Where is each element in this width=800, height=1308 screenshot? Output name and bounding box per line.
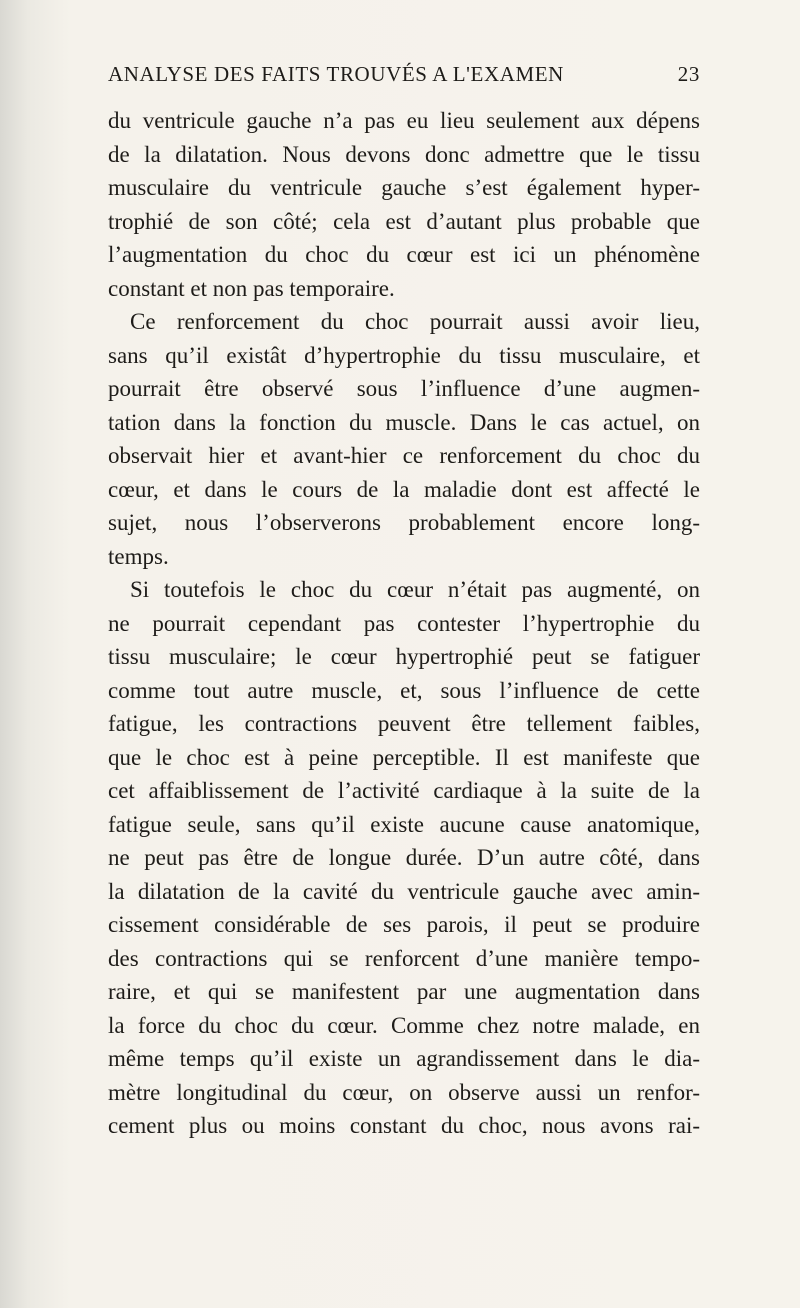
body-text bbox=[108, 104, 700, 1143]
text-line: du ventricule gauche n’a pas eu lieu seulement aux dépens bbox=[108, 108, 700, 133]
text-line: temps. bbox=[108, 543, 169, 569]
text-line: fatigue seule, sans qu’il existe aucune cause anatomique, bbox=[108, 811, 700, 837]
text-line: constant et non pas temporaire. bbox=[108, 275, 395, 301]
text-line: musculaire du ventricule gauche s’est également hyper- bbox=[108, 175, 700, 200]
text-line: tation dans la fonction du muscle. Dans le cas actuel, on bbox=[108, 409, 700, 435]
text-line: fatigue, les contractions peuvent être tellement faibles, bbox=[108, 711, 700, 736]
text-line: la force du choc du cœur. Comme chez notre malade, en bbox=[108, 1012, 700, 1038]
text-line: raire, et qui se manifestent par une augmentation dans bbox=[108, 979, 700, 1004]
text-line: pourrait être observé sous l’influence d’une augmen- bbox=[108, 376, 700, 401]
running-title: ANALYSE DES FAITS TROUVÉS A L'EXAMEN bbox=[108, 62, 564, 86]
text-line: même temps qu’il existe un agrandissement dans le dia- bbox=[108, 1046, 700, 1071]
text-line: que le choc est à peine perceptible. Il est manifeste que bbox=[108, 744, 700, 770]
text-line: des contractions qui se renforcent d’une manière tempo- bbox=[108, 945, 700, 971]
text-line: l’augmentation du choc du cœur est ici un phénomène bbox=[108, 242, 700, 267]
text-line: Ce renforcement du choc pourrait aussi avoir lieu, bbox=[130, 309, 700, 334]
text-line: Si toutefois le choc du cœur n’était pas augmenté, on bbox=[130, 577, 700, 602]
text-line: cet affaiblissement de l’activité cardiaque à la suite de la bbox=[108, 778, 700, 803]
text-line: comme tout autre muscle, et, sous l’influence de cette bbox=[108, 677, 700, 703]
text-line: cœur, et dans le cours de la maladie dont est affecté le bbox=[108, 476, 700, 502]
text-line: la dilatation de la cavité du ventricule gauche avec amin- bbox=[108, 878, 700, 904]
page-header bbox=[108, 62, 700, 96]
page-number: 23 bbox=[677, 62, 700, 86]
text-line: trophié de son côté; cela est d’autant plus probable que bbox=[108, 208, 700, 234]
text-line: ne peut pas être de longue durée. D’un autre côté, dans bbox=[108, 845, 700, 870]
text-line: ne pourrait cependant pas contester l’hypertrophie du bbox=[108, 610, 700, 636]
text-line: mètre longitudinal du cœur, on observe aussi un renfor- bbox=[108, 1079, 700, 1105]
text-line: cement plus ou moins constant du choc, nous avons rai- bbox=[108, 1113, 700, 1138]
text-line: tissu musculaire; le cœur hypertrophié peut se fatiguer bbox=[108, 644, 700, 669]
text-line: observait hier et avant-hier ce renforcement du choc du bbox=[108, 443, 700, 468]
text-line: cissement considérable de ses parois, il peut se produire bbox=[108, 912, 700, 937]
text-line: sans qu’il existât d’hypertrophie du tissu musculaire, et bbox=[108, 342, 700, 368]
text-line: de la dilatation. Nous devons donc admettre que le tissu bbox=[108, 141, 700, 167]
text-line: sujet, nous l’observerons probablement encore long- bbox=[108, 510, 700, 535]
